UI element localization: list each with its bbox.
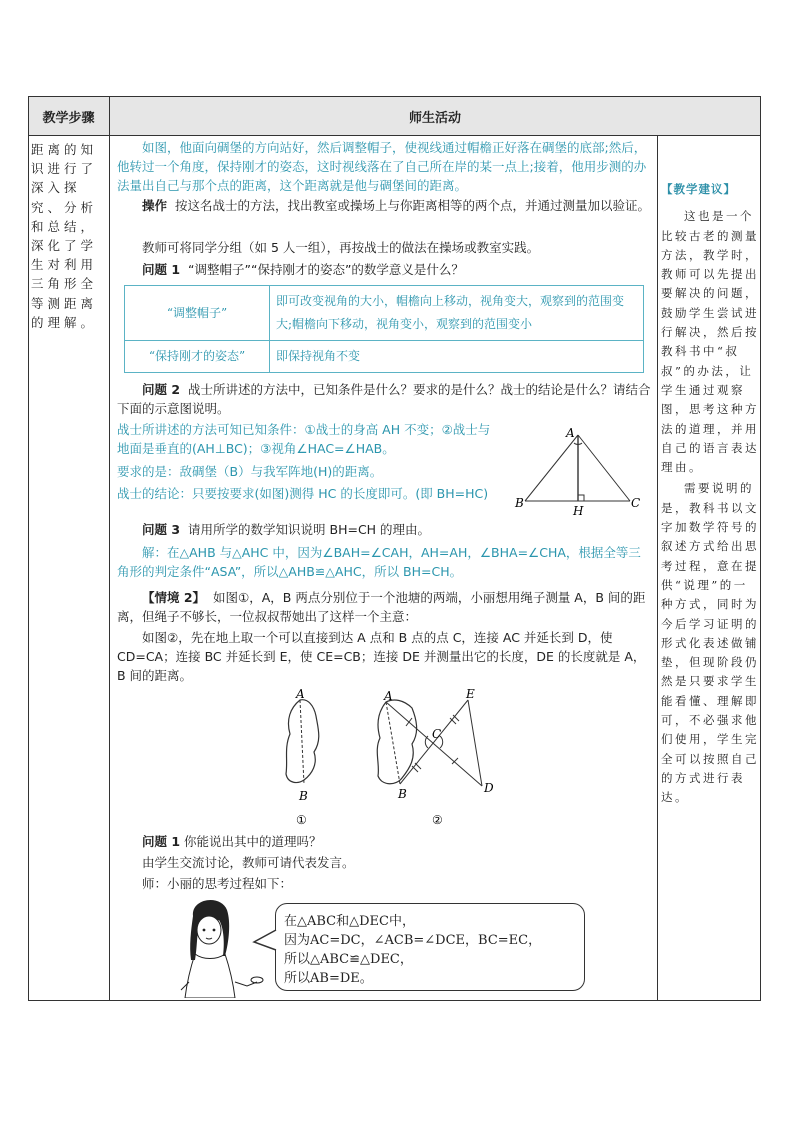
scenario2-text: 如图①，A，B 两点分别位于一个池塘的两端，小丽想用绳子测量 A，B 间的距离，但绳子不够长，一位叔叔帮她出了这样一个主意： — [117, 590, 646, 624]
question1-text: “调整帽子”“保持刚才的姿态”的数学意义是什么？ — [188, 262, 464, 277]
question2-answer: 战士所讲述的方法可知已知条件：①战士的身高 AH 不变；②战士与地面是垂直的(AH⊥BC)；③视角∠HAC=∠HAB。 — [117, 422, 491, 456]
bubble-line: 所以AB=DE。 — [284, 971, 373, 986]
meaning-table — [124, 285, 644, 373]
operation-text: 按这名战士的方法，找出教室或操场上与你距离相等的两个点，并通过测量加以验证。 — [174, 198, 650, 213]
suggestion-tag: 【教学建议】 — [661, 182, 736, 196]
frame-bottom — [28, 1000, 761, 1001]
bubble-line: 在△ABC和△DEC中， — [284, 914, 415, 929]
question1b-text: 你能说出其中的道理吗？ — [184, 834, 322, 849]
teacher-said: 师：小丽的思考过程如下： — [142, 876, 293, 891]
fig1-label-a: A — [296, 688, 305, 701]
header-activity-label: 师生活动 — [408, 110, 461, 126]
operation-label: 操作 — [142, 198, 168, 213]
bubble-line: 所以△ABC≌△DEC， — [284, 952, 413, 967]
question3-label: 问题 3 — [142, 522, 181, 537]
frame-col1 — [109, 96, 110, 1001]
scenario2-method: 如图②，先在地上取一个可以直接到达 A 点和 B 点的点 C，连接 AC 并延长到 D，使 CD=CA；连接 BC 并延长到 E，使 CE=CB；连接 DE 并测量出它的长度，DE 的长度就是 A，B 间的距离。 — [117, 630, 646, 683]
fig2-label-e: E — [466, 688, 475, 701]
operation-para — [117, 196, 651, 215]
header-step — [28, 97, 109, 135]
header-step-label: 教学步骤 — [42, 110, 95, 126]
intro-text: 如图，他面向碉堡的方向站好，然后调整帽子，使视线通过帽檐正好落在碉堡的底部;然后，他转过一个角度，保持刚才的姿态，这时视线落在了自己所在岸的某一点上;接着，他用步测的办法量出自己与那个点的距离，这个距离就是他与碉堡间的距离。 — [117, 140, 647, 193]
question1 — [117, 260, 651, 279]
frame-right — [760, 96, 761, 1001]
fig2-label-a: A — [384, 689, 393, 703]
fig2-caption: ② — [432, 813, 443, 827]
label-b: B — [515, 496, 524, 510]
question2-text: 战士所讲述的方法中，已知条件是什么？要求的是什么？战士的结论是什么？请结合下面的示意图说明。 — [117, 382, 651, 416]
question1b-label: 问题 1 — [142, 834, 181, 849]
suggestion-para-2: 需要说明的是，教科书以文字加数学符号的叙述方式给出思考过程，意在提供“说理”的一种方式，同时为今后学习证明的形式化表述做铺垫，但现阶段仍然是只要求学生能看懂、理解即可，不必强求他们使用，学生完全可以按照自己的方式进行表达。 — [661, 481, 759, 805]
question2-label: 问题 2 — [142, 382, 181, 397]
table-key: “保持刚才的姿态” — [125, 341, 270, 373]
question2 — [117, 380, 651, 418]
scenario2 — [117, 588, 651, 626]
left-note: 距离的知识进行了深入探究、分析和总结，深化了学生对利用三角形全等测距离的理解。 — [31, 142, 98, 330]
label-a: A — [566, 426, 575, 440]
bubble-tail — [252, 928, 278, 954]
table-value: 即可改变视角的大小，帽檐向上移动，视角变大，观察到的范围变大;帽檐向下移动，视角变小，观察到的范围变小 — [270, 286, 644, 341]
table-row — [125, 286, 644, 341]
pond-figure-1 — [278, 688, 338, 828]
teacher-group-text: 教师可将同学分组（如 5 人一组），再按战士的做法在操场或教室实践。 — [142, 240, 540, 255]
question3-answer: 解：在△AHB 与△AHC 中，因为∠BAH=∠CAH，AH=AH，∠BHA=∠CHA，根据全等三角形的判定条件“ASA”，所以△AHB≌△AHC，所以 BH=CH。 — [117, 545, 641, 579]
fig1-label-b: B — [299, 789, 308, 803]
table-key: “调整帽子” — [125, 286, 270, 341]
suggestion-para-1: 这也是一个比较古老的测量方法，教学时，教师可以先提出要解决的问题，鼓励学生尝试进行解决，然后按教科书中“叔叔”的办法，让学生通过观察图，思考这种方法的道理，并用自己的语言表达理由。 — [661, 209, 759, 475]
question2-require: 要求的是：敌碉堡（B）与我军阵地(H)的距离。 — [117, 464, 383, 479]
question3 — [117, 520, 651, 539]
speech-bubble — [275, 903, 585, 991]
bubble-line: 因为AC=DC，∠ACB=∠DCE，BC=EC， — [284, 933, 542, 948]
fig2-label-d: D — [484, 781, 494, 795]
question2-conclusion: 战士的结论：只要按要求(如图)测得 HC 的长度即可。(即 BH=HC) — [117, 486, 489, 501]
frame-top — [28, 96, 761, 97]
scenario2-label: 【情境 2】 — [142, 590, 206, 605]
table-value: 即保持视角不变 — [270, 341, 644, 373]
pond-figure-2 — [370, 688, 500, 828]
header-activity — [110, 97, 760, 135]
question3-text: 请用所学的数学知识说明 BH=CH 的理由。 — [188, 522, 431, 537]
teaching-suggestion — [661, 180, 759, 808]
label-h: H — [573, 504, 584, 517]
fig2-label-c: C — [432, 727, 442, 741]
frame-col2 — [657, 135, 658, 1001]
frame-header-bottom — [28, 135, 761, 136]
table-row — [125, 341, 644, 373]
fig2-label-b: B — [398, 787, 407, 801]
fig1-caption: ① — [296, 813, 307, 827]
label-c: C — [631, 496, 641, 510]
discussion-text: 由学生交流讨论，教师可请代表发言。 — [142, 855, 355, 870]
question1-b — [117, 832, 651, 851]
frame-left — [28, 96, 29, 1001]
triangle-figure — [508, 425, 648, 517]
question1-label: 问题 1 — [142, 262, 181, 277]
